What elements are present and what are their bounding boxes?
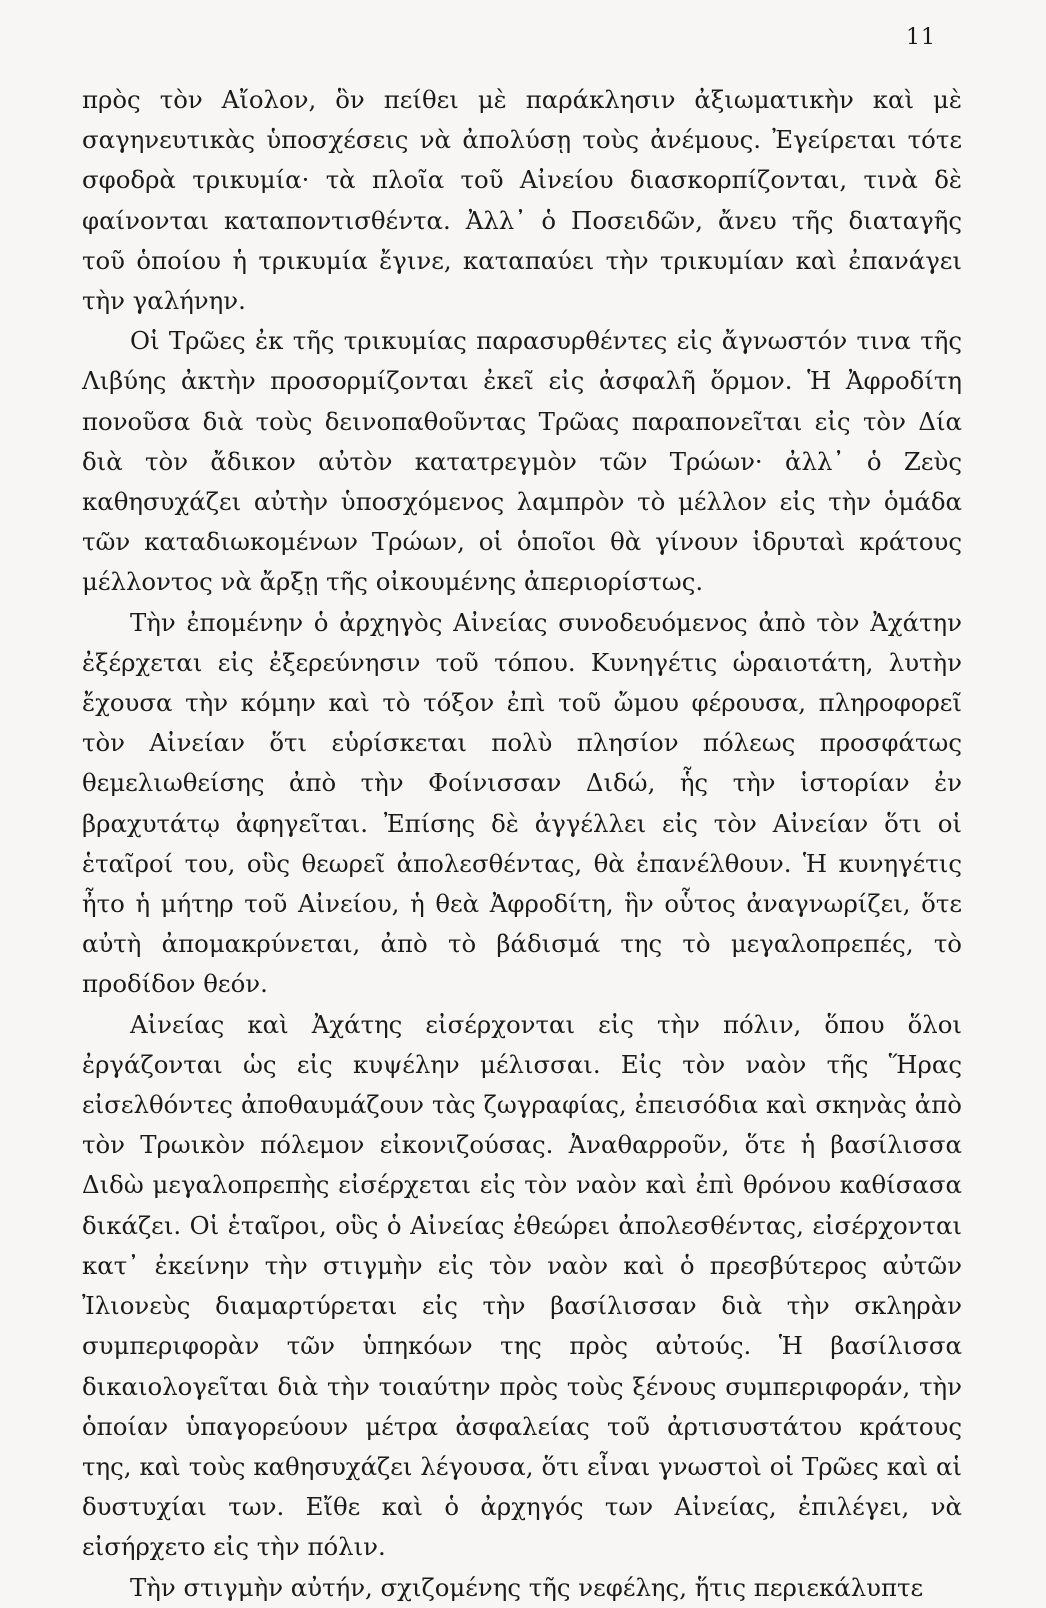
body-text xyxy=(82,80,962,1608)
paragraph: Αἰνείας καὶ Ἀχάτης εἰσέρχονται εἰς τὴν πόλιν, ὅπου ὅλοι ἐργάζονται ὡς εἰς κυψέλην μέλισσαι. Εἰς τὸν ναὸν τῆς Ἥρας εἰσελθόντες ἀποθαυμάζουν τὰς ζωγραφίας, ἐπεισόδια καὶ σκηνὰς ἀπὸ τὸν Τρωικὸν πόλεμον εἰκονιζούσας. Ἀναθαρροῦν, ὅτε ἡ βασίλισσα Διδὼ μεγαλοπρεπὴς εἰσέρχεται εἰς τὸν ναὸν καὶ ἐπὶ θρόνου καθίσασα δικάζει. Οἱ ἑταῖροι, οὓς ὁ Αἰνείας ἐθεώρει ἀπολεσθέντας, εἰσέρχονται κατ᾽ ἐκείνην τὴν στιγμὴν εἰς τὸν ναὸν καὶ ὁ πρεσβύτερος αὐτῶν Ἰλιονεὺς διαμαρτύρεται εἰς τὴν βασίλισσαν διὰ τὴν σκληρὰν συμπεριφορὰν τῶν ὑπηκόων της πρὸς αὐτούς. Ἡ βασίλισσα δικαιολογεῖται διὰ τὴν τοιαύτην πρὸς τοὺς ξένους συμπεριφοράν, τὴν ὁποίαν ὑπαγορεύουν μέτρα ἀσφαλείας τοῦ ἀρτισυστάτου κράτους της, καὶ τοὺς καθησυχάζει λέγουσα, ὅτι εἶναι γνωστοὶ οἱ Τρῶες καὶ αἱ δυστυχίαι των. Εἴθε καὶ ὁ ἀρχηγός των Αἰνείας, ἐπιλέγει, νὰ εἰσήρχετο εἰς τὴν πόλιν. xyxy=(82,1009,962,1562)
page-number: 11 xyxy=(906,25,936,50)
paragraph: πρὸς τὸν Αἴολον, ὃν πείθει μὲ παράκλησιν ἀξιωματικὴν καὶ μὲ σαγηνευτικὰς ὑποσχέσεις νὰ ἀπολύσῃ τοὺς ἀνέμους. Ἐγείρεται τότε σφοδρὰ τρικυμία· τὰ πλοῖα τοῦ Αἰνείου διασκορπίζονται, τινὰ δὲ φαίνονται καταποντισθέντα. Ἀλλ᾽ ὁ Ποσειδῶν, ἄνευ τῆς διαταγῆς τοῦ ὁποίου ἡ τρικυμία ἔγινε, καταπαύει τὴν τρικυμίαν καὶ ἐπανάγει τὴν γαλήνην. xyxy=(82,85,962,316)
paragraph: Οἱ Τρῶες ἐκ τῆς τρικυμίας παρασυρθέντες εἰς ἄγνωστόν τινα τῆς Λιβύης ἀκτὴν προσορμίζονται ἐκεῖ εἰς ἀσφαλῆ ὅρμον. Ἡ Ἀφροδίτη πονοῦσα διὰ τοὺς δεινοπαθοῦντας Τρῶας παραπονεῖται εἰς τὸν Δία διὰ τὸν ἄδικον αὐτὸν κατατρεγμὸν τῶν Τρώων· ἀλλ᾽ ὁ Ζεὺς καθησυχάζει αὐτὴν ὑποσχόμενος λαμπρὸν τὸ μέλλον εἰς τὴν ὁμάδα τῶν καταδιωκομένων Τρώων, οἱ ὁποῖοι θὰ γίνουν ἱδρυταὶ κράτους μέλλοντος νὰ ἄρξῃ τῆς οἰκουμένης ἀπεριορίστως. xyxy=(82,326,962,597)
paragraph: Τὴν στιγμὴν αὐτήν, σχιζομένης τῆς νεφέλης, ἥτις περιεκάλυπτε xyxy=(130,1572,924,1602)
paragraph: Τὴν ἐπομένην ὁ ἀρχηγὸς Αἰνείας συνοδευόμενος ἀπὸ τὸν Ἀχάτην ἐξέρχεται εἰς ἐξερεύνησιν τοῦ τόπου. Κυνηγέτις ὡραιοτάτη, λυτὴν ἔχουσα τὴν κόμην καὶ τὸ τόξον ἐπὶ τοῦ ὤμου φέρουσα, πληροφορεῖ τὸν Αἰνείαν ὅτι εὑρίσκεται πολὺ πλησίον πόλεως προσφάτως θεμελιωθείσης ἀπὸ τὴν Φοίνισσαν Διδώ, ἧς τὴν ἱστορίαν ἐν βραχυτάτῳ ἀφηγεῖται. Ἐπίσης δὲ ἀγγέλλει εἰς τὸν Αἰνείαν ὅτι οἱ ἑταῖροί του, οὓς θεωρεῖ ἀπολεσθέντας, θὰ ἐπανέλθουν. Ἡ κυνηγέτις ἦτο ἡ μήτηρ τοῦ Αἰνείου, ἡ θεὰ Ἀφροδίτη, ἣν οὗτος ἀναγνωρίζει, ὅτε αὐτὴ ἀπομακρύνεται, ἀπὸ τὸ βάδισμά της τὸ μεγαλοπρεπές, τὸ προδίδον θεόν. xyxy=(82,607,962,999)
